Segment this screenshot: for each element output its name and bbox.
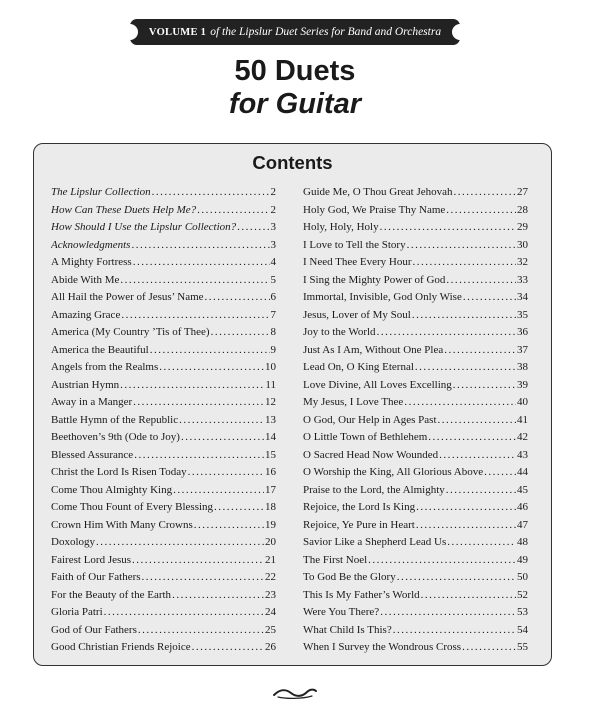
dot-leader	[453, 186, 516, 198]
toc-entry	[51, 326, 276, 344]
toc-entry-page: 40	[517, 396, 528, 408]
toc-entry-page: 32	[517, 256, 528, 268]
dot-leader	[214, 501, 264, 513]
toc-entry-title: Away in a Manger	[51, 396, 133, 408]
toc-entry-title: Just As I Am, Without One Plea	[303, 343, 444, 356]
toc-entry-title: O Little Town of Bethlehem	[303, 431, 428, 443]
toc-entry	[303, 344, 528, 362]
toc-entry-title: Gloria Patri	[51, 606, 103, 618]
toc-entry	[51, 641, 276, 659]
toc-entry-page: 3	[270, 221, 276, 233]
dot-leader	[416, 501, 516, 513]
dot-leader	[173, 484, 264, 496]
toc-entry	[51, 309, 276, 327]
toc-entry-title: Lead On, O King Eternal	[303, 361, 414, 373]
dot-leader	[404, 396, 516, 408]
dot-leader	[150, 344, 270, 356]
dot-leader	[393, 624, 516, 636]
toc-entry-title: To God Be the Glory	[303, 571, 396, 583]
dot-leader	[142, 571, 264, 583]
dot-leader	[368, 554, 516, 566]
toc-entry	[303, 291, 528, 309]
dot-leader	[446, 204, 516, 216]
dot-leader	[152, 186, 270, 198]
toc-entry-title: America the Beautiful	[51, 343, 149, 356]
volume-label: VOLUME 1	[148, 26, 207, 38]
toc-entry-page: 47	[517, 518, 528, 531]
toc-entry-title: The First Noel	[303, 553, 368, 566]
dot-leader	[415, 361, 516, 373]
toc-entry	[51, 624, 276, 642]
toc-entry-page: 41	[517, 413, 528, 426]
dot-leader	[439, 449, 516, 461]
toc-entry-title: Rejoice, Ye Pure in Heart	[303, 518, 415, 531]
toc-entry-page: 19	[265, 518, 276, 531]
toc-entry-page: 20	[265, 536, 276, 548]
toc-entry	[51, 519, 276, 537]
toc-entry	[51, 431, 276, 449]
toc-entry	[51, 589, 276, 607]
toc-entry	[303, 361, 528, 379]
toc-entry	[51, 554, 276, 572]
toc-entry-title: Holy, Holy, Holy	[303, 221, 379, 233]
toc-entry-page: 49	[517, 553, 528, 566]
contents-column-left	[51, 186, 276, 659]
toc-entry	[51, 606, 276, 624]
toc-entry	[51, 274, 276, 292]
toc-entry	[303, 624, 528, 642]
dot-leader	[131, 239, 269, 251]
dot-leader	[377, 326, 516, 338]
toc-entry-page: 55	[517, 641, 528, 653]
dot-leader	[447, 536, 516, 548]
toc-entry	[51, 256, 276, 274]
toc-entry-page: 44	[517, 466, 528, 478]
contents-panel	[33, 143, 552, 666]
toc-entry-title: Angels from the Realms	[51, 361, 159, 373]
toc-entry	[51, 221, 276, 239]
toc-entry-title: I Need Thee Every Hour	[303, 256, 412, 268]
toc-entry	[51, 396, 276, 414]
dot-leader	[133, 396, 264, 408]
book-title	[0, 55, 590, 121]
toc-entry	[303, 256, 528, 274]
dot-leader	[181, 431, 264, 443]
dot-leader	[179, 414, 264, 426]
toc-entry	[303, 554, 528, 572]
toc-entry-page: 17	[265, 483, 276, 496]
toc-entry-title: Good Christian Friends Rejoice	[51, 641, 191, 653]
dot-leader	[444, 344, 516, 356]
dot-leader	[421, 589, 516, 601]
toc-entry-page: 25	[265, 623, 276, 636]
toc-entry-title: America (My Country ’Tis of Thee)	[51, 326, 210, 338]
toc-entry-page: 36	[517, 326, 528, 338]
toc-entry	[51, 361, 276, 379]
dot-leader	[407, 239, 516, 251]
toc-entry-page: 4	[270, 256, 276, 268]
toc-entry-title: When I Survey the Wondrous Cross	[303, 641, 462, 653]
toc-entry-title: God of Our Fathers	[51, 623, 137, 636]
toc-entry-title: The Lipslur Collection	[51, 186, 151, 198]
toc-entry	[303, 221, 528, 239]
toc-entry	[303, 379, 528, 397]
toc-entry-title: Come Thou Fount of Every Blessing	[51, 501, 214, 513]
toc-entry-title: Amazing Grace	[51, 308, 121, 321]
toc-entry-title: For the Beauty of the Earth	[51, 588, 172, 601]
toc-entry-title: Crown Him With Many Crowns	[51, 518, 193, 531]
toc-entry-page: 30	[517, 238, 528, 251]
toc-entry-page: 42	[517, 431, 528, 443]
toc-entry-title: Doxology	[51, 536, 95, 548]
toc-entry-title: How Should I Use the Lipslur Collection?	[51, 221, 237, 233]
dot-leader	[462, 641, 516, 653]
toc-entry-page: 48	[517, 536, 528, 548]
toc-entry-page: 7	[270, 308, 276, 321]
toc-entry	[51, 291, 276, 309]
toc-entry	[303, 309, 528, 327]
dot-leader	[132, 554, 264, 566]
dot-leader	[413, 256, 516, 268]
contents-heading: Contents	[252, 152, 333, 173]
toc-entry-page: 45	[517, 483, 528, 496]
toc-entry-page: 2	[270, 203, 276, 216]
toc-entry-title: Praise to the Lord, the Almighty	[303, 483, 445, 496]
toc-entry-page: 2	[270, 186, 276, 198]
toc-entry	[303, 204, 528, 222]
toc-entry	[303, 519, 528, 537]
dot-leader	[192, 641, 264, 653]
toc-entry-title: How Can These Duets Help Me?	[51, 203, 197, 216]
toc-entry-page: 43	[517, 448, 528, 461]
dot-leader	[237, 221, 269, 233]
toc-entry-title: Blessed Assurance	[51, 448, 134, 461]
dot-leader	[134, 449, 264, 461]
toc-entry	[51, 449, 276, 467]
dot-leader	[453, 379, 516, 391]
toc-entry-title: I Sing the Mighty Power of God	[303, 273, 446, 286]
toc-entry-title: This Is My Father’s World	[303, 588, 420, 601]
dot-leader	[416, 519, 516, 531]
toc-entry-title: Austrian Hymn	[51, 378, 120, 391]
toc-entry-title: O Sacred Head Now Wounded	[303, 448, 439, 461]
toc-entry	[303, 431, 528, 449]
toc-entry	[51, 344, 276, 362]
dot-leader	[121, 309, 269, 321]
toc-entry-title: Come Thou Almighty King	[51, 483, 173, 496]
toc-entry	[303, 274, 528, 292]
dot-leader	[380, 606, 516, 618]
toc-entry-page: 22	[265, 571, 276, 583]
toc-entry	[51, 466, 276, 484]
toc-entry-page: 23	[265, 588, 276, 601]
toc-entry	[303, 589, 528, 607]
toc-entry-page: 21	[265, 553, 276, 566]
toc-entry-title: Christ the Lord Is Risen Today	[51, 466, 187, 478]
toc-entry	[51, 379, 276, 397]
series-banner	[130, 19, 460, 45]
dot-leader	[446, 274, 516, 286]
toc-entry	[51, 484, 276, 502]
series-label: of the Lipslur Duet Series for Band and Orchestra	[210, 26, 442, 38]
toc-entry-title: Savior Like a Shepherd Lead Us	[303, 536, 447, 548]
dot-leader	[104, 606, 264, 618]
toc-entry-title: Acknowledgments	[51, 238, 131, 251]
toc-entry-title: Immortal, Invisible, God Only Wise	[303, 291, 462, 303]
toc-entry-title: Love Divine, All Loves Excelling	[303, 378, 452, 391]
toc-entry-title: Fairest Lord Jesus	[51, 553, 132, 566]
toc-entry-title: Were You There?	[303, 606, 380, 618]
toc-entry-page: 34	[517, 291, 528, 303]
toc-entry	[303, 484, 528, 502]
toc-entry-page: 8	[270, 326, 276, 338]
toc-entry	[303, 571, 528, 589]
toc-entry	[303, 466, 528, 484]
dot-leader	[412, 309, 516, 321]
dot-leader	[120, 274, 269, 286]
dot-leader	[397, 571, 516, 583]
toc-entry-title: Beethoven’s 9th (Ode to Joy)	[51, 431, 180, 443]
toc-entry-page: 28	[517, 203, 528, 216]
dot-leader	[172, 589, 264, 601]
toc-entry-page: 24	[265, 606, 276, 618]
toc-entry-page: 37	[517, 343, 528, 356]
toc-entry	[303, 606, 528, 624]
toc-entry	[303, 536, 528, 554]
toc-entry-page: 46	[517, 501, 528, 513]
toc-entry	[51, 204, 276, 222]
dot-leader	[205, 291, 270, 303]
dot-leader	[484, 466, 516, 478]
toc-entry-page: 38	[517, 361, 528, 373]
dot-leader	[197, 204, 269, 216]
toc-entry	[51, 501, 276, 519]
toc-entry-page: 16	[265, 466, 276, 478]
toc-entry-title: Rejoice, the Lord Is King	[303, 501, 416, 513]
toc-entry-title: Joy to the World	[303, 326, 376, 338]
dot-leader	[438, 414, 516, 426]
toc-entry	[303, 326, 528, 344]
dot-leader	[428, 431, 516, 443]
toc-entry-page: 39	[517, 378, 528, 391]
toc-entry	[51, 536, 276, 554]
dot-leader	[133, 256, 270, 268]
toc-entry-page: 3	[270, 238, 276, 251]
toc-entry-page: 52	[517, 588, 528, 601]
dot-leader	[188, 466, 264, 478]
dot-leader	[120, 379, 264, 391]
toc-entry-title: Guide Me, O Thou Great Jehovah	[303, 186, 453, 198]
toc-entry-page: 50	[517, 571, 528, 583]
toc-entry-title: Faith of Our Fathers	[51, 571, 141, 583]
toc-entry-title: O Worship the King, All Glorious Above	[303, 466, 484, 478]
toc-entry-page: 10	[265, 361, 276, 373]
toc-entry-title: Jesus, Lover of My Soul	[303, 308, 411, 321]
toc-entry-page: 26	[265, 641, 276, 653]
dot-leader	[194, 519, 264, 531]
dot-leader	[380, 221, 516, 233]
toc-entry	[303, 501, 528, 519]
dot-leader	[138, 624, 264, 636]
dot-leader	[446, 484, 516, 496]
toc-entry-page: 6	[270, 291, 276, 303]
toc-entry-page: 9	[270, 343, 276, 356]
contents-column-right	[303, 186, 528, 659]
title-line-2: for Guitar	[228, 88, 362, 120]
toc-entry-title: What Child Is This?	[303, 623, 392, 636]
toc-entry-title: Holy God, We Praise Thy Name	[303, 203, 446, 216]
dot-leader	[211, 326, 270, 338]
toc-entry-page: 29	[517, 221, 528, 233]
title-line-1: 50 Duets	[234, 55, 356, 87]
toc-entry	[51, 186, 276, 204]
dot-leader	[159, 361, 264, 373]
dot-leader	[463, 291, 516, 303]
toc-entry	[303, 186, 528, 204]
toc-entry	[303, 449, 528, 467]
toc-entry-page: 11	[265, 378, 276, 391]
toc-entry-page: 33	[517, 273, 528, 286]
toc-entry-title: Battle Hymn of the Republic	[51, 413, 179, 426]
toc-entry-page: 54	[517, 623, 528, 636]
toc-entry-title: My Jesus, I Love Thee	[303, 396, 404, 408]
toc-entry-page: 13	[265, 413, 276, 426]
toc-entry-title: O God, Our Help in Ages Past	[303, 413, 437, 426]
toc-entry	[51, 571, 276, 589]
toc-entry-page: 14	[265, 431, 276, 443]
toc-entry	[51, 414, 276, 432]
toc-entry-page: 35	[517, 308, 528, 321]
toc-entry-page: 18	[265, 501, 276, 513]
toc-entry-page: 27	[517, 186, 528, 198]
flourish-icon	[272, 686, 318, 700]
toc-entry-page: 12	[265, 396, 276, 408]
dot-leader	[96, 536, 264, 548]
toc-entry-page: 15	[265, 448, 276, 461]
toc-entry-title: I Love to Tell the Story	[303, 238, 406, 251]
toc-entry-title: All Hail the Power of Jesus’ Name	[51, 291, 204, 303]
toc-entry-title: A Mighty Fortress	[51, 256, 132, 268]
toc-entry	[303, 414, 528, 432]
toc-entry	[303, 239, 528, 257]
toc-entry-page: 5	[270, 273, 276, 286]
toc-entry	[51, 239, 276, 257]
toc-entry	[303, 641, 528, 659]
toc-entry	[303, 396, 528, 414]
toc-entry-title: Abide With Me	[51, 273, 120, 286]
toc-entry-page: 53	[517, 606, 528, 618]
